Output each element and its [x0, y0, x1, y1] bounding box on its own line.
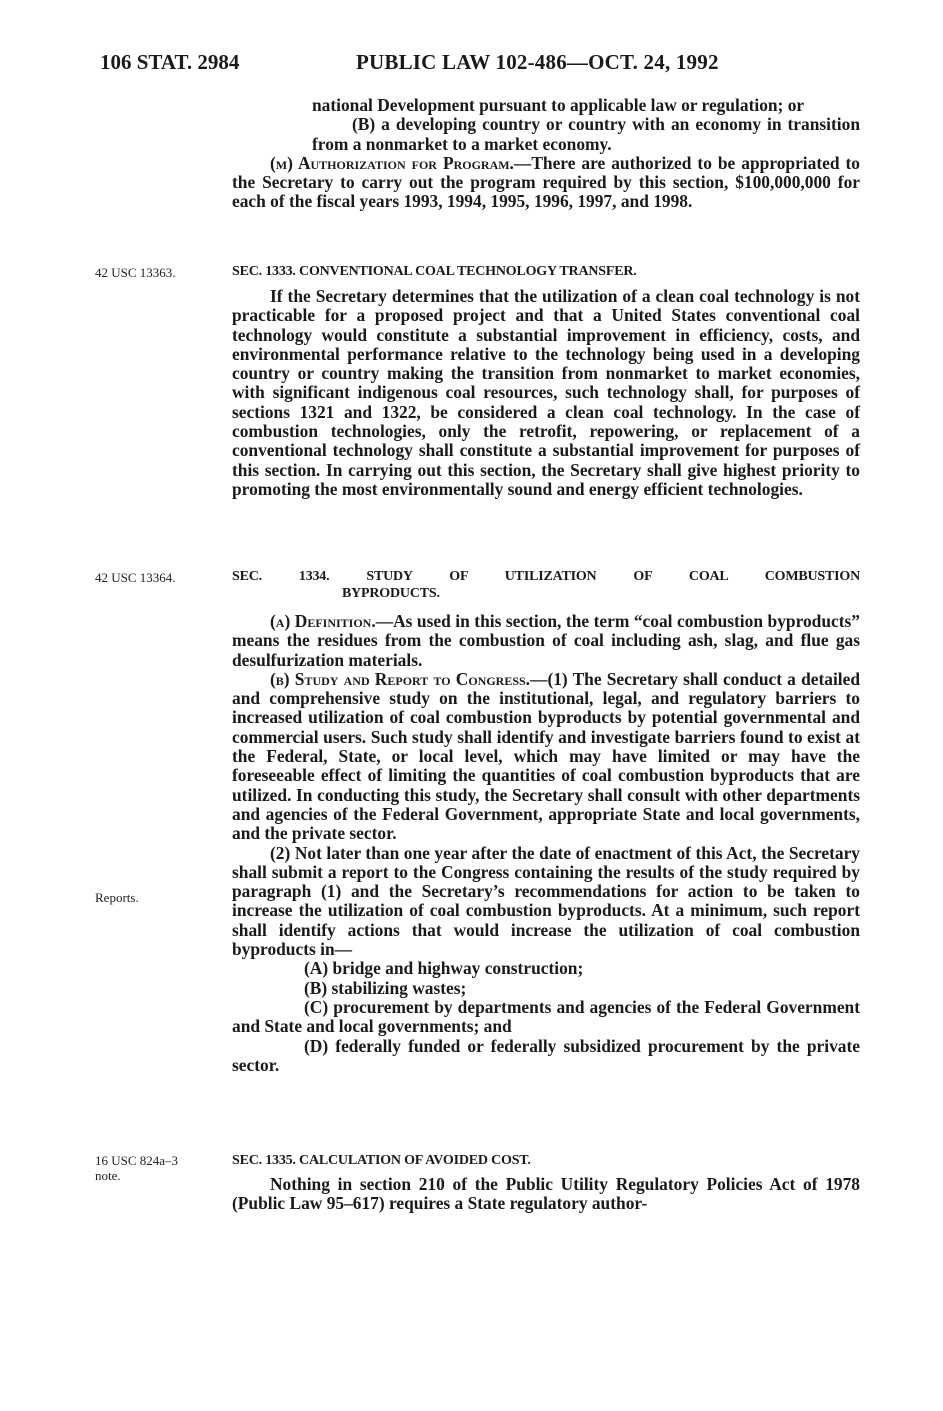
section-1334-heading-line1: SEC. 1334. STUDY OF UTILIZATION OF COAL COMBUSTION: [232, 569, 860, 584]
list-item-a: (A) bridge and highway construction;: [304, 958, 584, 979]
section-1335-paragraph: Nothing in section 210 of the Public Utility Regulatory Policies Act of 1978 (Public Law 95–617) requires a State regulatory author-: [232, 1174, 860, 1214]
subsection-b-text: —(1) The Secretary shall conduct a detailed and comprehensive study on the institutional, legal, and regulatory barriers to increased utilization of coal combustion byproducts by potential governmental and commercial users. Such study shall identify and investigate barriers found to exist at the Federal, State, or local level, which may have limited or may have the foreseeable effect of limiting the quantities of coal combustion byproducts that are utilized. In conducting this study, the Secretary shall consult with other departments and agencies of the Federal Government, appropriate State and local governments, and the private sector.: [232, 668, 860, 844]
paragraph-b-text: (B) a developing country or country with an economy in transition from a nonmarket to a market economy.: [312, 114, 860, 154]
margin-note-16usc824a3-line2: note.: [95, 1168, 121, 1183]
law-title: PUBLIC LAW 102-486—OCT. 24, 1992: [356, 50, 719, 74]
paragraph-m: [232, 154, 860, 212]
section-1333-heading: SEC. 1333. CONVENTIONAL COAL TECHNOLOGY TRANSFER.: [232, 264, 637, 279]
section-1333-paragraph: If the Secretary determines that the utilization of a clean coal technology is not practicable for a proposed project and that a United States conventional coal technology would constitute a substantial improvement in efficiency, costs, and environmental performance relative to the technology being used in a developing country or country making the transition from nonmarket to market economies, with significant indigenous coal resources, such technology shall, for purposes of sections 1321 and 1322, be considered a clean coal technology. In the case of combustion technologies, only the retrofit, repowering, or replacement of a conventional technology shall constitute a substantial improvement for purposes of this section. In carrying out this section, the Secretary shall give highest priority to promoting the most environmentally sound and energy efficient technologies.: [232, 286, 860, 499]
subsection-b-2: (2) Not later than one year after the date of enactment of this Act, the Secretary shall submit a report to the Congress containing the results of the study required by paragraph (1) and the Secretary’s recommendations for action to be taken to increase the utilization of coal combustion byproducts. At a minimum, such report shall identify actions that would increase the utilization of coal combustion byproducts in—: [232, 842, 860, 960]
section-1333-body: [232, 287, 860, 499]
subsection-a: [232, 612, 860, 670]
subsection-a-text: —As used in this section, the term “coal combustion byproducts” means the residues from the combustion of coal including ash, slag, and flue gas desulfurization materials.: [232, 611, 860, 670]
margin-note-reports: Reports.: [95, 890, 139, 905]
margin-note-16usc824a3: [95, 1153, 225, 1183]
paragraph-m-text: —There are authorized to be appropriated to the Secretary to carry out the program required by this section, $100,000,000 for each of the fiscal years 1993, 1994, 1995, 1996, 1997, and 1998.: [232, 152, 860, 212]
subsection-a-label: (a) Definition.: [270, 611, 376, 631]
paragraph-b: [232, 115, 860, 154]
subsection-b-label: (b) Study and Report to Congress.: [270, 668, 531, 689]
list-item-b: (B) stabilizing wastes;: [304, 977, 467, 998]
section-1335-heading: SEC. 1335. CALCULATION OF AVOIDED COST.: [232, 1153, 531, 1168]
page-stat-number: 106 STAT. 2984: [100, 50, 240, 74]
section-1334-body: [232, 612, 860, 1075]
section-1335-body: [232, 1175, 860, 1214]
section-1334-heading-line2: BYPRODUCTS.: [342, 586, 440, 601]
margin-note-42usc13363: 42 USC 13363.: [95, 265, 176, 280]
list-item-c: (C) procurement by departments and agencies of the Federal Government and State and local governments; and: [232, 996, 860, 1037]
paragraph-m-label: (m) Authorization for Program.: [270, 152, 514, 173]
margin-note-42usc13364: 42 USC 13364.: [95, 570, 176, 585]
page-header: [100, 50, 860, 80]
subsection-b: [232, 670, 860, 844]
section-1334-heading: [232, 568, 860, 602]
paragraph-continuation: national Development pursuant to applicable law or regulation; or: [312, 95, 805, 115]
top-block: [232, 96, 860, 212]
list-item-d: (D) federally funded or federally subsidized procurement by the private sector.: [232, 1035, 860, 1075]
margin-note-16usc824a3-line1: 16 USC 824a–3: [95, 1153, 179, 1168]
